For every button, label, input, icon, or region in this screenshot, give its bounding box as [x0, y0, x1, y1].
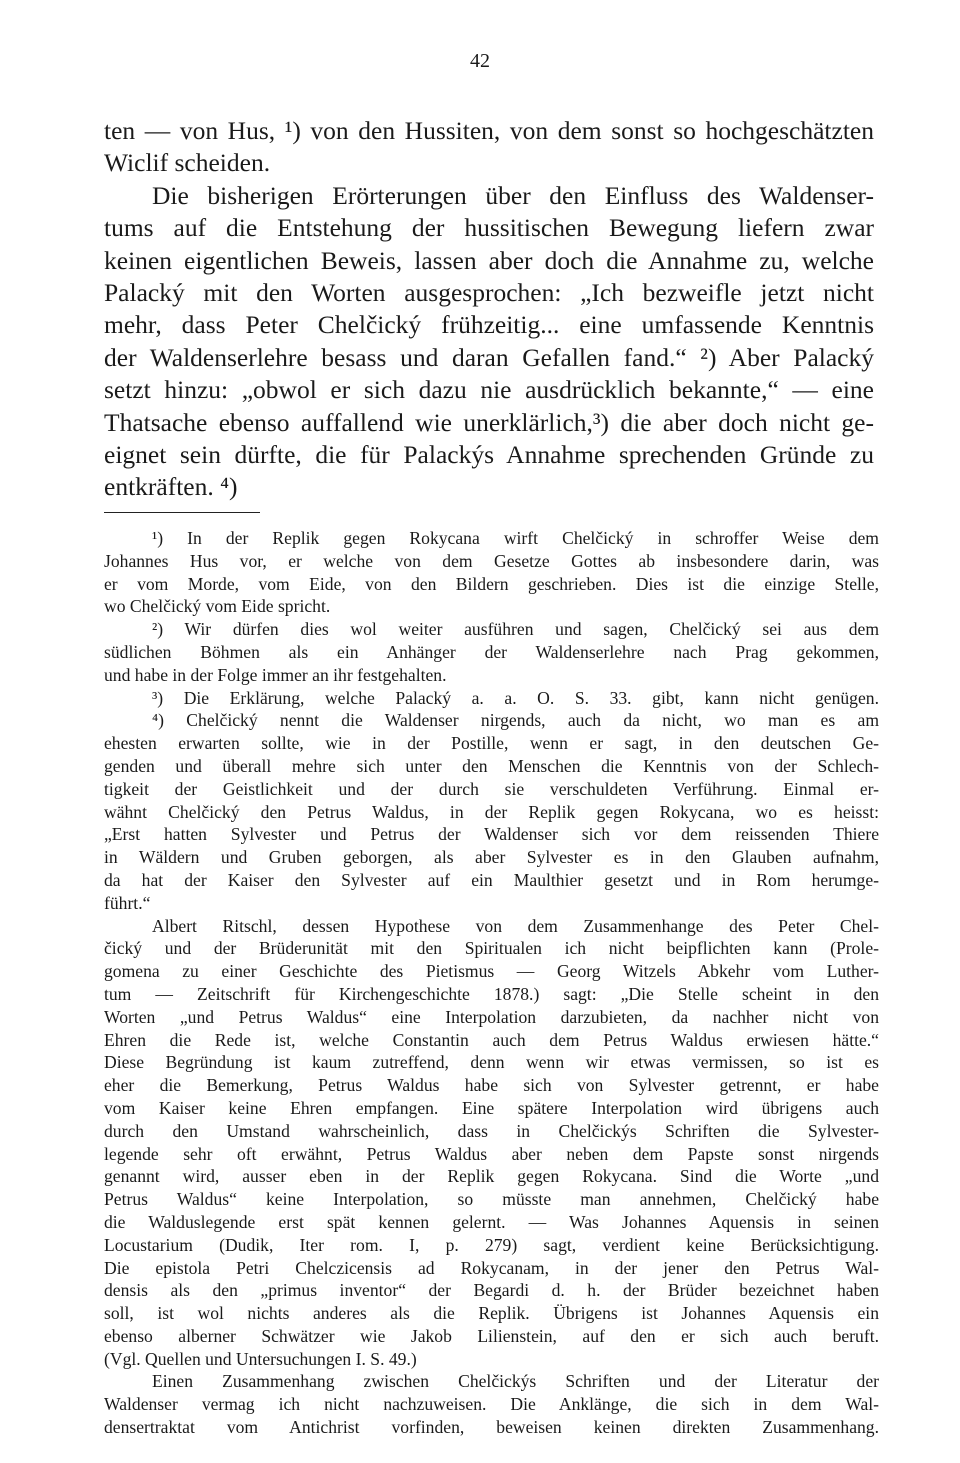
text-line: eignet sein dürfte, die für Palackýs Annahme sprechenden Gründe zu — [104, 439, 874, 469]
text-line: Thatsache ebenso auffallend wie unerklärlich,³) die aber doch nicht ge- — [104, 407, 874, 437]
text-line: ten — von Hus, ¹) von den Hussiten, von dem sonst so hochgeschätzten — [104, 116, 874, 145]
footnote-line: wähnt Chelčický den Petrus Waldus, in der Replik gegen Rokycana, wo es heisst: — [104, 801, 879, 822]
footnote-line: südlichen Böhmen als ein Anhänger der Waldenserlehre nach Prag gekommen, — [104, 641, 879, 662]
footnote-line: eher die Bemerkung, Petrus Waldus habe sich von Sylvester getrennt, er habe — [104, 1075, 879, 1096]
footnote-line: tigkeit der Geistlichkeit und der durch sie verschuldeten Verführung. Einmal er- — [104, 778, 879, 799]
footnote-line: in Wäldern und Gruben geborgen, als aber Sylvester es in den Glauben aufnahm, — [104, 847, 879, 868]
main-text — [104, 115, 874, 504]
footnote-line: Waldenser vermag ich nicht nachzuweisen. Die Anklänge, die sich in dem Wal- — [104, 1394, 879, 1415]
footnote-line: und habe in der Folge immer an ihr festgehalten. — [104, 664, 447, 685]
footnotes — [104, 527, 879, 1439]
footnote-line: da hat der Kaiser den Sylvester auf ein Maulthier gesetzt und in Rom herumge- — [104, 869, 879, 890]
footnote-line: ²) Wir dürfen dies wol weiter ausführen und sagen, Chelčický sei aus dem — [152, 619, 879, 640]
footnote-line: Albert Ritschl, dessen Hypothese von dem Zusammenhange des Peter Chel- — [152, 915, 879, 936]
footnote-line: Worten „und Petrus Waldus“ eine Interpolation darzubieten, da nachher nicht von — [104, 1006, 879, 1027]
footnote-line: ehesten erwarten sollte, wie in der Postille, wenn er sagt, in den deutschen Ge- — [104, 733, 879, 754]
footnote-line: genannt wird, ausser eben in der Replik gegen Rokycana. Sind die Worte „und — [104, 1166, 879, 1187]
footnote-line: (Vgl. Quellen und Untersuchungen I. S. 49.) — [104, 1348, 417, 1369]
footnote-line: durch den Umstand wahrscheinlich, dass in Chelčickýs Schriften die Sylvester- — [104, 1120, 879, 1141]
footnote-line: „Erst hatten Sylvester und Petrus der Waldenser sich vor dem reissenden Thiere — [104, 824, 879, 845]
footnote-line: Einen Zusammenhang zwischen Chelčickýs Schriften und der Literatur der — [152, 1371, 879, 1392]
footnote-line: wo Chelčický vom Eide spricht. — [104, 596, 331, 617]
footnote-line: er vom Morde, vom Eide, von den Bildern geschrieben. Dies ist die einzige Stelle, — [104, 573, 879, 594]
footnote-line: die Walduslegende erst spät kennen gelernt. — Was Johannes Aquensis in seinen — [104, 1211, 879, 1232]
text-line: entkräften. ⁴) — [104, 472, 238, 502]
text-line: der Waldenserlehre besass und daran Gefallen fand.“ ²) Aber Palacký — [104, 342, 874, 372]
footnote-line: čický und der Brüderunität mit den Spiritualen ich nicht beipflichten kann (Prole- — [104, 938, 879, 959]
footnote-line: Johannes Hus vor, er welche von dem Gesetze Gottes ab insbesondere darin, was — [104, 550, 879, 571]
footnote-line: Die epistola Petri Chelczicensis ad Rokycanam, in der jener den Petrus Wal- — [104, 1257, 879, 1278]
footnote-line: densertraktat vom Antichrist vorfinden, beweisen keinen direkten Zusammenhang. — [104, 1417, 879, 1438]
text-line: Wiclif scheiden. — [104, 148, 271, 178]
footnote-line: ⁴) Chelčický nennt die Waldenser nirgends, auch da nicht, wo man es am — [152, 710, 879, 731]
footnote-line: ebenso alberner Schwätzer wie Jakob Lilienstein, auf den er sich auch beruft. — [104, 1325, 879, 1346]
footnote-line: vom Kaiser keine Ehren empfangen. Eine spätere Interpolation wird übrigens auch — [104, 1097, 879, 1118]
footnote-line: legende sehr oft erwähnt, Petrus Waldus aber neben dem Papste sonst nirgends — [104, 1143, 879, 1164]
footnote-line: genden und überall mehre sich unter den Menschen die Kenntnis von der Schlech- — [104, 755, 879, 776]
footnote-line: Diese Begründung ist kaum zutreffend, denn wenn wir etwas vermissen, so ist es — [104, 1052, 879, 1073]
footnote-line: führt.“ — [104, 892, 151, 913]
footnote-line: tum — Zeitschrift für Kirchengeschichte 1878.) sagt: „Die Stelle scheint in den — [104, 983, 879, 1004]
footnote-line: soll, ist wol nichts anderes als die Replik. Übrigens ist Johannes Aquensis ein — [104, 1303, 879, 1324]
text-line: Palacký mit den Worten ausgesprochen: „Ich bezweifle jetzt nicht — [104, 277, 874, 307]
page-number: 42 — [470, 50, 490, 72]
text-line: Die bisherigen Erörterungen über den Einfluss des Waldenser- — [152, 180, 874, 210]
footnote-line: Locustarium (Dudik, Iter rom. I, p. 279) sagt, verdient keine Berücksichtigung. — [104, 1234, 879, 1255]
footnote-line: ³) Die Erklärung, welche Palacký a. a. O. S. 33. gibt, kann nicht genügen. — [152, 687, 879, 708]
footnote-line: gomena zu einer Geschichte des Pietismus — Georg Witzels Abkehr vom Luther- — [104, 961, 879, 982]
footnote-line: densis als den „primus inventor“ der Begardi d. h. der Brüder bezeichnet haben — [104, 1280, 879, 1301]
footnote-line: Ehren die Rede ist, welche Constantin auch dem Petrus Waldus erwiesen hätte.“ — [104, 1029, 879, 1050]
footnote-line: Petrus Waldus“ keine Interpolation, so müsste man annehmen, Chelčický habe — [104, 1189, 879, 1210]
text-line: mehr, dass Peter Chelčický frühzeitig... eine umfassende Kenntnis — [104, 310, 874, 340]
footnote-line: ¹) In der Replik gegen Rokycana wirft Chelčický in schroffer Weise dem — [152, 528, 879, 548]
text-line: tums auf die Entstehung der hussitischen Bewegung liefern zwar — [104, 213, 874, 243]
text-line: keinen eigentlichen Beweis, lassen aber doch die Annahme zu, welche — [104, 245, 874, 275]
footnote-separator — [104, 512, 260, 513]
text-line: setzt hinzu: „obwol er sich dazu nie ausdrücklich bekannte,“ — eine — [104, 375, 874, 405]
